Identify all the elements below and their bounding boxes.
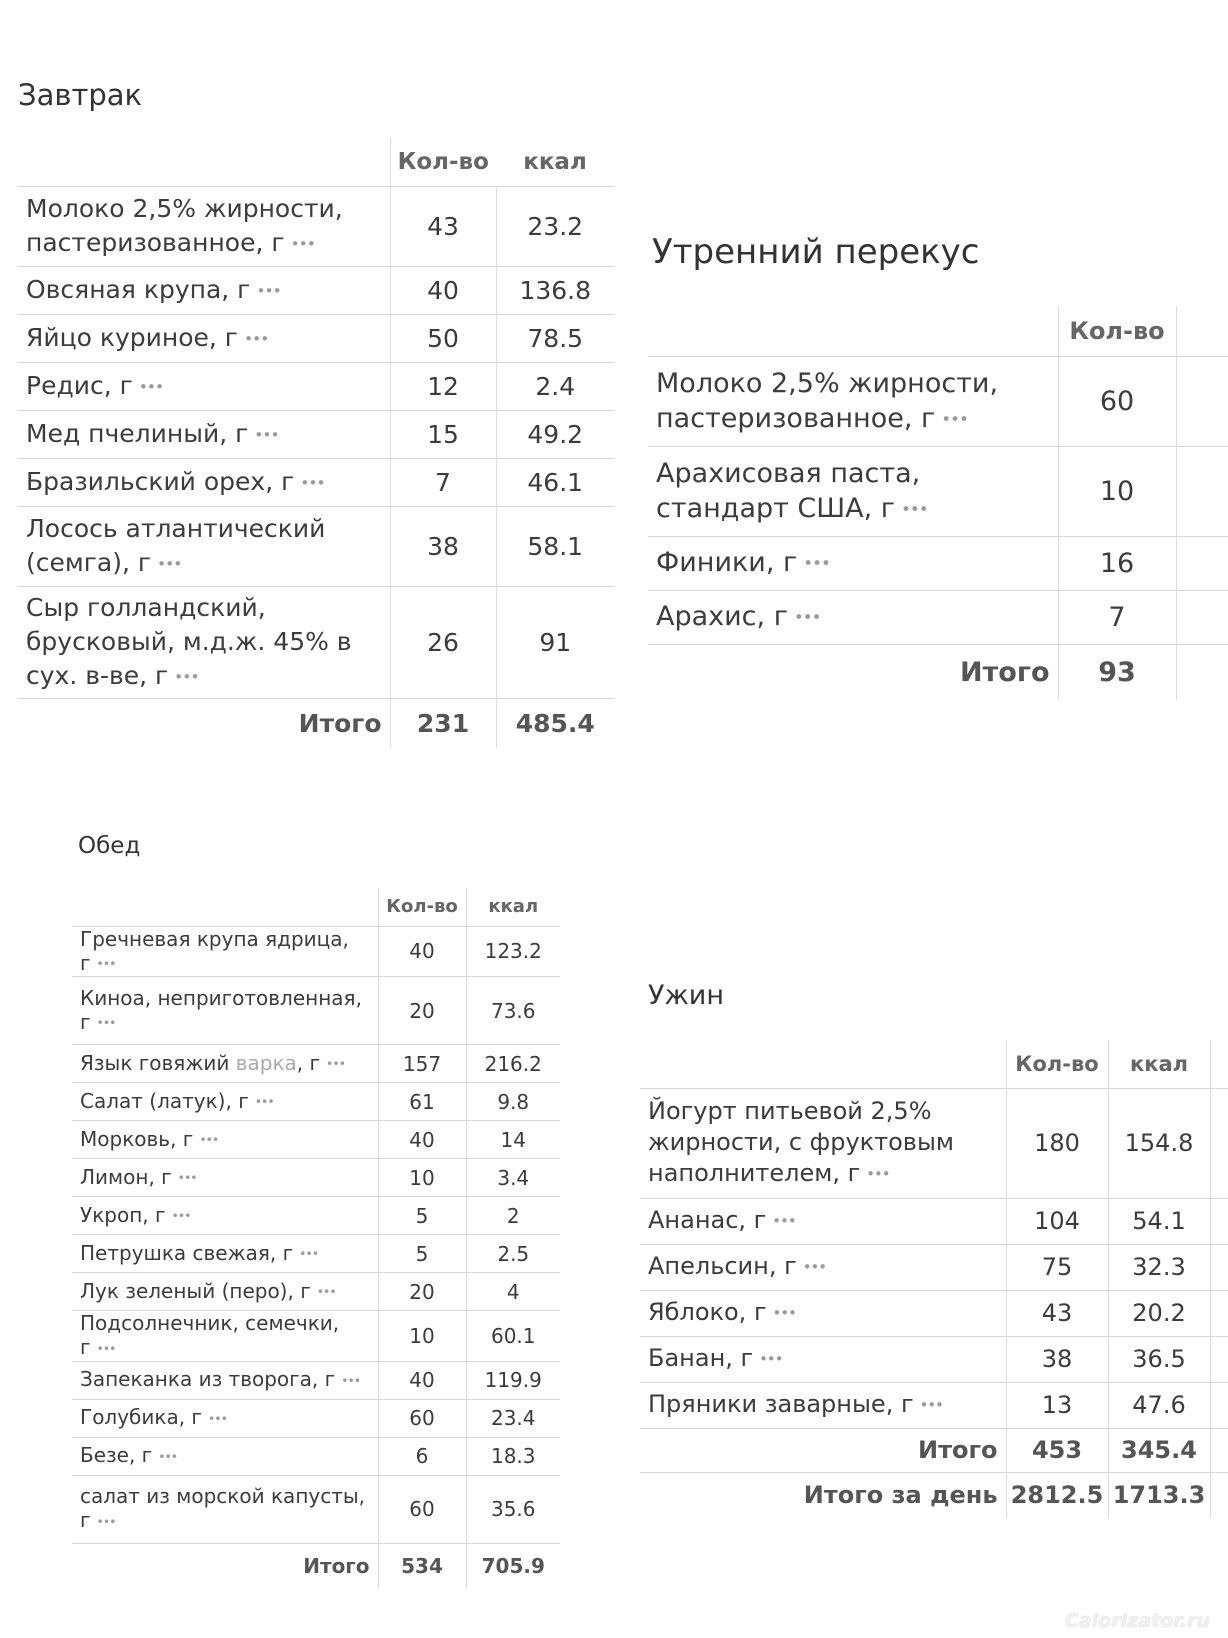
total-kcal: 345.4 — [1108, 1428, 1210, 1472]
total-kcal: 485.4 — [496, 698, 614, 748]
qty-cell: 10 — [1058, 446, 1176, 536]
more-icon[interactable]: ••• — [174, 667, 199, 686]
qty-cell: 60 — [1058, 356, 1176, 446]
food-name: Редис, г — [26, 370, 133, 400]
qty-cell: 40 — [378, 1121, 466, 1159]
table-row — [640, 1198, 1228, 1244]
table-row — [640, 1336, 1228, 1382]
header-kcal: ккал — [1108, 1040, 1210, 1088]
header-name — [18, 138, 390, 186]
kcal-cell: 9.8 — [466, 1083, 560, 1121]
qty-cell: 13 — [1006, 1382, 1108, 1428]
more-icon[interactable]: ••• — [759, 1349, 783, 1368]
food-name: Молоко 2,5% жирности, пастеризованное, г — [656, 367, 999, 434]
food-name: Лук зеленый (перо), г — [80, 1278, 311, 1303]
more-icon[interactable]: ••• — [158, 1448, 178, 1464]
kcal-cell: 123.2 — [466, 926, 560, 977]
food-name: Пряники заварные, г — [648, 1390, 914, 1419]
food-name: Подсолнечник, семечки, г — [80, 1311, 340, 1359]
breakfast-title: Завтрак — [18, 78, 143, 112]
total-kcal: 705.9 — [466, 1543, 560, 1589]
table-header — [648, 306, 1228, 356]
kcal-cell: 54.1 — [1108, 1198, 1210, 1244]
qty-cell: 15 — [390, 410, 496, 458]
total-label: Итого — [18, 698, 390, 748]
more-icon[interactable]: ••• — [256, 281, 281, 300]
table-row — [648, 446, 1228, 536]
table-row — [640, 1382, 1228, 1428]
breakfast-table — [18, 138, 614, 748]
kcal-cell: 18.3 — [466, 1437, 560, 1475]
qty-cell: 6 — [378, 1437, 466, 1475]
food-name: Мед пчелиный, г — [26, 418, 249, 448]
dinner-table — [640, 1040, 1228, 1518]
food-name: Лимон, г — [80, 1164, 172, 1189]
qty-cell: 40 — [378, 926, 466, 977]
qty-cell: 10 — [378, 1311, 466, 1362]
qty-cell: 20 — [378, 1273, 466, 1311]
kcal-cell: 136.8 — [496, 266, 614, 314]
header-qty: Кол-во — [1006, 1040, 1108, 1088]
food-name: Банан, г — [648, 1344, 754, 1373]
food-name: Бразильский орех, г — [26, 466, 295, 496]
header-name — [640, 1040, 1006, 1088]
kcal-cell: 78.5 — [496, 314, 614, 362]
kcal-cell: 23.4 — [466, 1399, 560, 1437]
food-name: Яблоко, г — [648, 1298, 767, 1327]
qty-cell: 20 — [378, 977, 466, 1045]
kcal-cell: 2.4 — [496, 362, 614, 410]
more-icon[interactable]: ••• — [96, 1513, 116, 1529]
kcal-cell: 154.8 — [1108, 1088, 1210, 1198]
table-row — [72, 1045, 560, 1083]
total-row — [648, 644, 1228, 700]
kcal-cell: 20.2 — [1108, 1290, 1210, 1336]
table-row — [72, 977, 560, 1045]
qty-cell: 26 — [390, 586, 496, 698]
table-row — [72, 1159, 560, 1197]
food-name: Гречневая крупа ядрица, г — [80, 926, 349, 975]
table-header — [640, 1040, 1228, 1088]
qty-cell: 5 — [378, 1235, 466, 1273]
more-icon[interactable]: ••• — [802, 1257, 827, 1276]
kcal-cell: 3.4 — [466, 1159, 560, 1197]
kcal-cell — [1176, 536, 1228, 590]
qty-cell: 60 — [378, 1475, 466, 1543]
total-qty: 231 — [390, 698, 496, 748]
table-row — [18, 186, 614, 266]
table-row — [72, 1475, 560, 1543]
qty-cell: 12 — [390, 362, 496, 410]
more-icon[interactable]: ••• — [96, 1340, 116, 1356]
qty-cell: 40 — [378, 1361, 466, 1399]
table-row — [640, 1088, 1228, 1198]
total-qty: 534 — [378, 1543, 466, 1589]
day-total-row — [640, 1472, 1228, 1518]
qty-cell: 43 — [1006, 1290, 1108, 1336]
kcal-cell: 35.6 — [466, 1475, 560, 1543]
kcal-cell — [1176, 446, 1228, 536]
table-header — [18, 138, 614, 186]
kcal-cell: 32.3 — [1108, 1244, 1210, 1290]
qty-cell: 38 — [390, 506, 496, 586]
qty-cell: 10 — [378, 1159, 466, 1197]
table-row — [72, 1399, 560, 1437]
lunch-title: Обед — [78, 833, 141, 859]
header-qty: Кол-во — [378, 888, 466, 926]
food-name: Сыр голландский, брусковый, м.д.ж. 45% в сух. в-ве, г — [26, 592, 352, 690]
total-row — [18, 698, 614, 748]
header-kcal — [1176, 306, 1228, 356]
food-name: салат из морской капусты, г — [80, 1484, 366, 1533]
more-icon[interactable]: ••• — [341, 1372, 361, 1388]
kcal-cell: 216.2 — [466, 1045, 560, 1083]
total-row — [640, 1428, 1228, 1472]
food-name: Яйцо куриное, г — [26, 322, 238, 352]
kcal-cell — [1176, 590, 1228, 644]
qty-cell: 43 — [390, 186, 496, 266]
kcal-cell: 47.6 — [1108, 1382, 1210, 1428]
more-icon[interactable]: ••• — [919, 1395, 943, 1414]
lunch-table — [72, 888, 560, 1589]
more-icon[interactable]: ••• — [290, 234, 315, 253]
kcal-cell: 49.2 — [496, 410, 614, 458]
table-row — [72, 1235, 560, 1273]
food-name: Молоко 2,5% жирности, пастеризованное, г — [26, 193, 343, 257]
kcal-cell: 58.1 — [496, 506, 614, 586]
more-icon[interactable]: ••• — [243, 329, 269, 348]
total-label: Итого — [72, 1543, 378, 1589]
header-kcal: ккал — [523, 148, 587, 175]
qty-cell: 5 — [378, 1197, 466, 1235]
qty-cell: 157 — [378, 1045, 466, 1083]
food-name: Ананас, г — [648, 1206, 767, 1235]
day-total-label: Итого за день — [640, 1472, 1006, 1518]
kcal-cell: 46.1 — [496, 458, 614, 506]
table-row — [648, 536, 1228, 590]
food-name: Запеканка из творога, г — [80, 1367, 336, 1392]
food-name: Овсяная крупа, г — [26, 274, 251, 304]
food-name: Морковь, г — [80, 1126, 194, 1151]
more-icon[interactable]: ••• — [207, 1410, 227, 1426]
more-icon[interactable]: ••• — [326, 1056, 345, 1072]
kcal-cell — [1176, 356, 1228, 446]
table-row — [72, 1437, 560, 1475]
more-icon[interactable]: ••• — [866, 1164, 890, 1183]
table-row — [18, 266, 614, 314]
more-icon[interactable]: ••• — [96, 1015, 116, 1031]
more-icon[interactable]: ••• — [793, 607, 821, 627]
more-icon[interactable]: ••• — [96, 956, 116, 971]
qty-cell: 40 — [390, 266, 496, 314]
header-qty: Кол-во — [1058, 306, 1176, 356]
table-row — [18, 586, 614, 698]
more-icon[interactable]: ••• — [900, 498, 928, 519]
more-icon[interactable]: ••• — [803, 553, 830, 573]
table-row — [640, 1244, 1228, 1290]
table-row — [72, 1121, 560, 1159]
day-total-kcal: 1713.3 — [1108, 1472, 1210, 1518]
qty-cell: 60 — [378, 1399, 466, 1437]
food-name-note: варка — [235, 1050, 297, 1075]
header-name — [72, 888, 378, 926]
food-name: Голубика, г — [80, 1405, 202, 1430]
total-label: Итого — [648, 644, 1058, 700]
food-name: Укроп, г — [80, 1202, 166, 1227]
food-name: Петрушка свежая, г — [80, 1240, 294, 1265]
more-icon[interactable]: ••• — [772, 1303, 796, 1322]
qty-cell: 180 — [1006, 1088, 1108, 1198]
food-name: Арахисовая паста, стандарт США, г — [656, 457, 921, 524]
kcal-cell: 2.5 — [466, 1235, 560, 1273]
table-row — [648, 590, 1228, 644]
dinner-title: Ужин — [648, 980, 724, 1011]
more-icon[interactable]: ••• — [177, 1170, 197, 1186]
total-label: Итого — [640, 1428, 1006, 1472]
food-name-suffix: , г — [296, 1050, 321, 1075]
qty-cell: 61 — [378, 1083, 466, 1121]
qty-cell: 104 — [1006, 1198, 1108, 1244]
total-qty: 93 — [1058, 644, 1176, 700]
more-icon[interactable]: ••• — [300, 473, 325, 492]
kcal-cell: 4 — [466, 1273, 560, 1311]
day-total-qty: 2812.5 — [1006, 1472, 1108, 1518]
qty-cell: 7 — [390, 458, 496, 506]
watermark: Calorizator.ru — [1064, 1610, 1210, 1632]
total-qty: 453 — [1006, 1428, 1108, 1472]
kcal-cell: 14 — [466, 1121, 560, 1159]
snack-table — [648, 306, 1228, 700]
qty-cell: 50 — [390, 314, 496, 362]
food-name: Апельсин, г — [648, 1252, 797, 1281]
qty-cell: 7 — [1058, 590, 1176, 644]
table-row — [18, 458, 614, 506]
table-row — [72, 1311, 560, 1362]
total-kcal — [1176, 644, 1228, 700]
qty-cell: 75 — [1006, 1244, 1108, 1290]
kcal-cell: 23.2 — [496, 186, 614, 266]
table-row — [18, 506, 614, 586]
table-row — [648, 356, 1228, 446]
kcal-cell: 60.1 — [466, 1311, 560, 1362]
table-row — [72, 1361, 560, 1399]
table-row — [18, 362, 614, 410]
food-name: Лосось атлантический (семга), г — [26, 513, 326, 577]
more-icon[interactable]: ••• — [941, 408, 968, 429]
header-qty: Кол-во — [390, 138, 496, 186]
table-row — [18, 314, 614, 362]
more-icon[interactable]: ••• — [772, 1211, 796, 1230]
more-icon[interactable]: ••• — [254, 1094, 274, 1110]
qty-cell: 38 — [1006, 1336, 1108, 1382]
table-row — [18, 410, 614, 458]
kcal-cell: 2 — [466, 1197, 560, 1235]
snack-title: Утренний перекус — [652, 232, 980, 272]
more-icon[interactable]: ••• — [171, 1208, 191, 1224]
table-row — [72, 926, 560, 977]
qty-cell: 16 — [1058, 536, 1176, 590]
more-icon[interactable]: ••• — [156, 554, 182, 573]
food-name: Финики, г — [656, 547, 798, 578]
food-name: Салат (латук), г — [80, 1088, 249, 1113]
total-row — [72, 1543, 560, 1589]
kcal-cell: 119.9 — [466, 1361, 560, 1399]
kcal-cell: 73.6 — [466, 977, 560, 1045]
more-icon[interactable]: ••• — [316, 1284, 336, 1300]
more-icon[interactable]: ••• — [254, 425, 279, 444]
food-name: Киноа, неприготовленная, г — [80, 985, 362, 1034]
kcal-cell: 36.5 — [1108, 1336, 1210, 1382]
header-name — [648, 306, 1058, 356]
food-name: Йогурт питьевой 2,5% жирности, с фруктовым наполнителем, г — [648, 1097, 954, 1188]
food-name: Язык говяжий — [80, 1050, 230, 1075]
more-icon[interactable]: ••• — [138, 377, 164, 396]
more-icon[interactable]: ••• — [299, 1246, 319, 1262]
food-name: Безе, г — [80, 1443, 153, 1468]
table-header — [72, 888, 560, 926]
kcal-cell: 91 — [496, 586, 614, 698]
more-icon[interactable]: ••• — [199, 1132, 219, 1148]
header-kcal: ккал — [466, 888, 560, 926]
table-row — [72, 1273, 560, 1311]
table-row — [72, 1197, 560, 1235]
table-row — [72, 1083, 560, 1121]
table-row — [640, 1290, 1228, 1336]
food-name: Арахис, г — [656, 601, 788, 632]
